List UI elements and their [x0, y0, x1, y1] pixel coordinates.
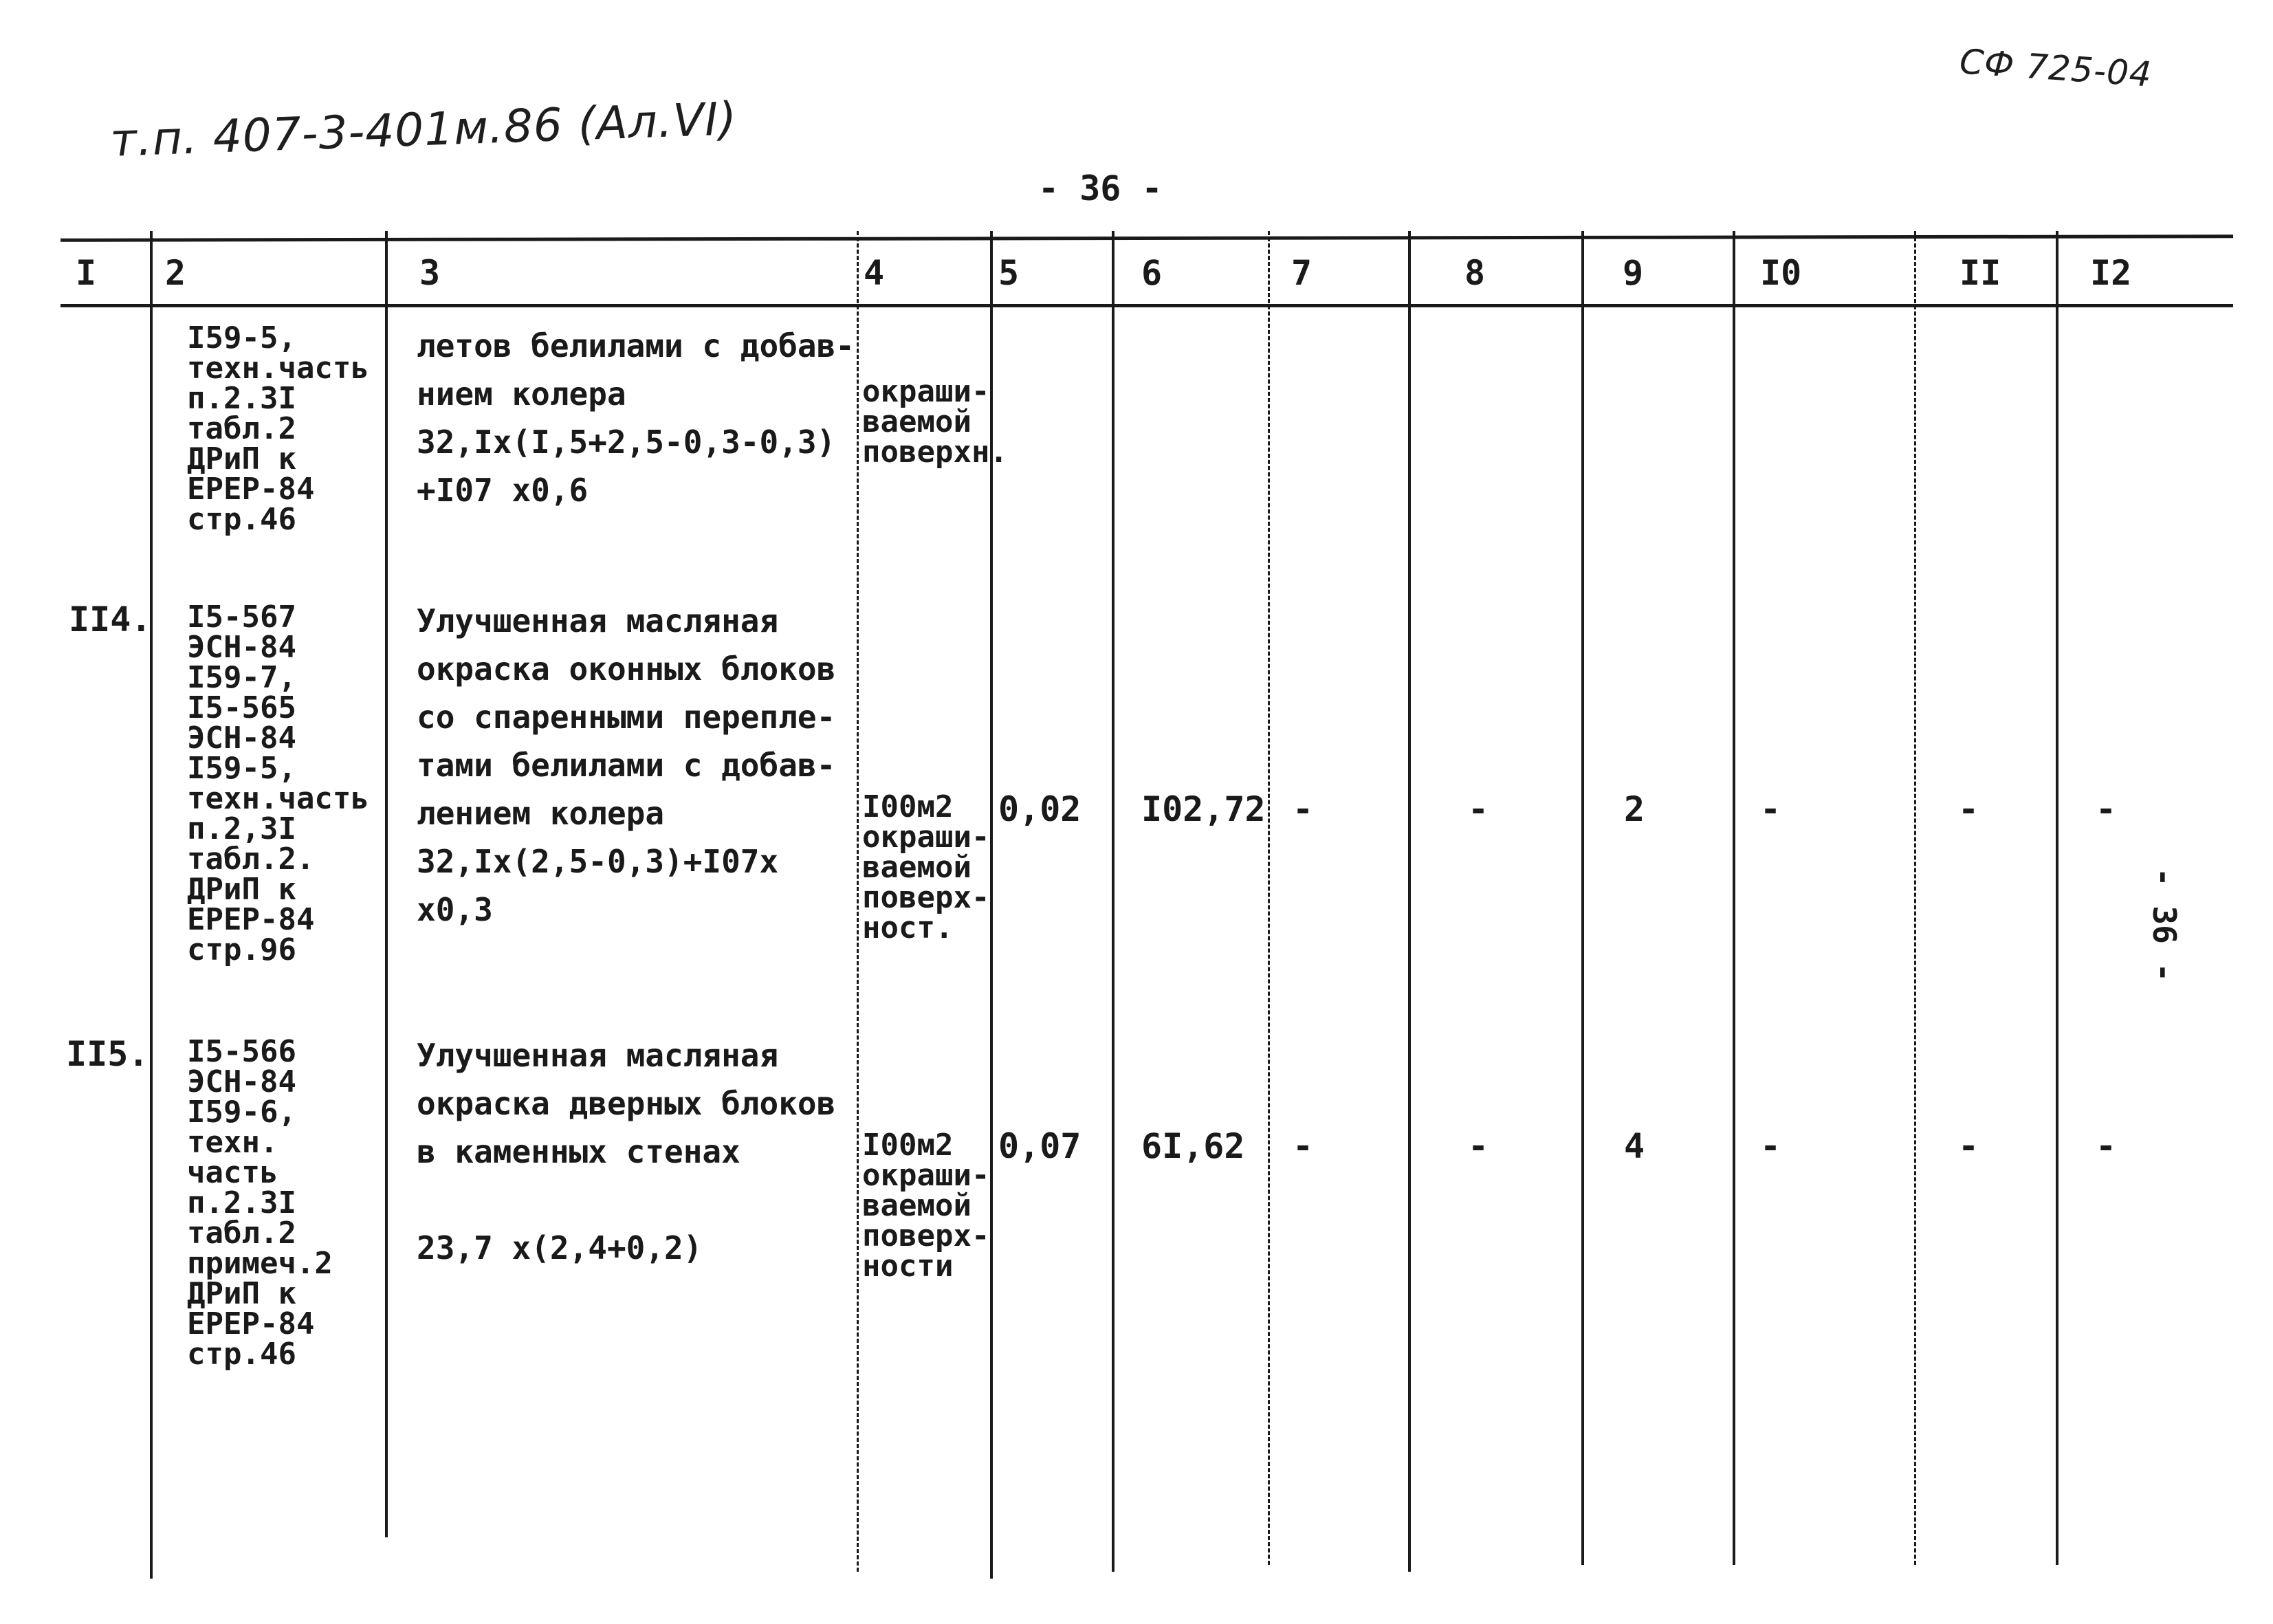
row-3-price: 6I,62	[1141, 1126, 1245, 1166]
row-2-col12: -	[2096, 789, 2117, 829]
column-header-12: I2	[2090, 253, 2132, 293]
column-divider-9	[1733, 231, 1735, 1565]
row-3-col11: -	[1958, 1126, 1979, 1166]
row-3-col9: 4	[1624, 1126, 1645, 1166]
column-divider-10	[1914, 231, 1916, 1565]
row-2-code: I5-567 ЭСН-84 I59-7, I5-565 ЭСН-84 I59-5, техн.часть п.2,3I табл.2. ДРиП к ЕРЕР-84 стр.96	[187, 600, 369, 967]
row-3-description: Улучшенная масляная окраска дверных блоков в каменных стенах 23,7 х(2,4+0,2)	[417, 1037, 836, 1266]
row-1-code: I59-5, техн.часть п.2.3I табл.2 ДРиП к ЕРЕР-84 стр.46	[187, 320, 369, 537]
row-1-unit: окраши- ваемой поверхн.	[862, 374, 1008, 470]
row-3-code: I5-566 ЭСН-84 I59-6, техн. часть п.2.3I табл.2 примеч.2 ДРиП к ЕРЕР-84 стр.46	[187, 1034, 333, 1372]
column-header-9: 9	[1623, 253, 1644, 293]
column-header-2: 2	[165, 253, 186, 293]
column-divider-7	[1408, 231, 1411, 1572]
column-divider-11	[2056, 231, 2058, 1565]
column-header-10: I0	[1760, 253, 1802, 293]
row-2-col8: -	[1468, 789, 1489, 829]
row-2-col10: -	[1760, 789, 1781, 829]
column-divider-5	[1112, 231, 1114, 1572]
column-header-8: 8	[1464, 253, 1486, 293]
column-header-6: 6	[1141, 253, 1163, 293]
row-3-col8: -	[1468, 1126, 1489, 1166]
row-3-col7: -	[1293, 1126, 1314, 1166]
row-2-number: II4.	[69, 600, 152, 639]
row-3-quantity: 0,07	[998, 1126, 1081, 1166]
column-header-3: 3	[419, 253, 441, 293]
page-number: - 36 -	[1038, 168, 1163, 208]
column-header-11: II	[1959, 253, 2001, 293]
row-2-col7: -	[1293, 789, 1314, 829]
column-header-5: 5	[998, 253, 1020, 293]
row-3-number: II5.	[66, 1034, 149, 1074]
column-divider-2	[385, 231, 388, 1537]
column-divider-6	[1268, 231, 1270, 1565]
side-page-number: - 36 -	[2146, 868, 2183, 983]
column-header-1: I	[76, 253, 97, 293]
row-2-unit: I00м2 окраши- ваемой поверх- ност.	[862, 789, 990, 945]
row-2-quantity: 0,02	[998, 789, 1081, 829]
column-header-4: 4	[864, 253, 885, 293]
column-divider-1	[150, 231, 153, 1579]
handwritten-doc-code: т.п. 407-3-401м.86 (Ал.VI)	[109, 92, 738, 167]
row-3-col10: -	[1760, 1126, 1781, 1166]
row-2-price: I02,72	[1141, 789, 1266, 829]
row-2-col9: 2	[1624, 789, 1645, 829]
column-divider-8	[1581, 231, 1584, 1565]
row-3-unit: I00м2 окраши- ваемой поверх- ности	[862, 1128, 990, 1284]
row-2-description: Улучшенная масляная окраска оконных блоков со спаренными перепле- тами белилами с добав- лением колера 32,Iх(2,5-0,3)+I07х х0,3	[417, 602, 836, 928]
column-header-7: 7	[1291, 253, 1313, 293]
column-divider-3	[857, 231, 859, 1572]
row-1-description: летов белилами с добав- нием колера 32,Iх(I,5+2,5-0,3-0,3) +I07 х0,6	[417, 327, 855, 509]
handwritten-corner-code: СФ 725-04	[1958, 41, 2153, 95]
row-3-col12: -	[2096, 1126, 2117, 1166]
row-2-col11: -	[1958, 789, 1979, 829]
